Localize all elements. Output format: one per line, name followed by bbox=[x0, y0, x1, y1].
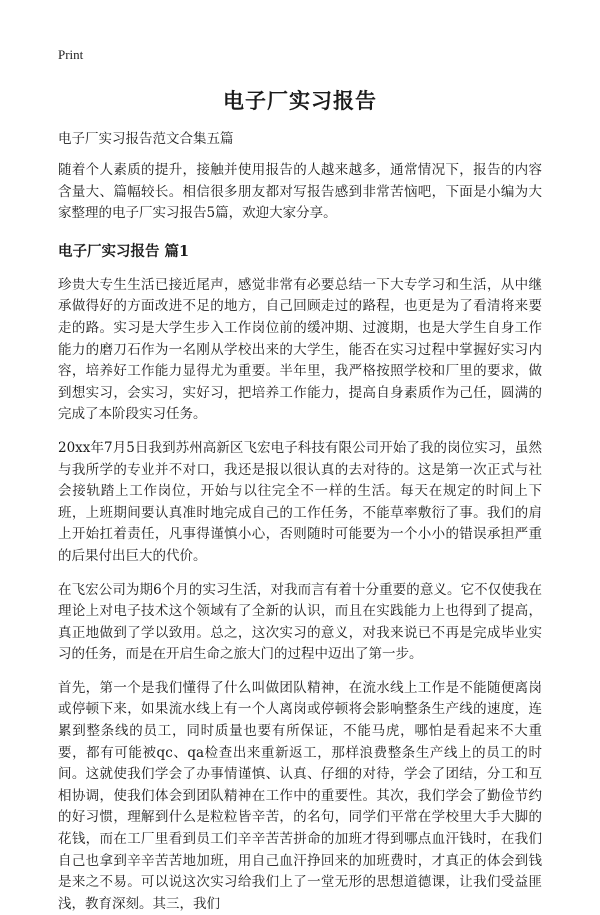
body-paragraph-2: 20xx年7月5日我到苏州高新区飞宏电子科技有限公司开始了我的岗位实习，虽然与我所学的专业并不对口，我还是报以很认真的去对待的。这是第一次正式与社会接轨踏上工作岗位，开始与以往完全不一样的生活。每天在规定的时间上下班，上班期间要认真准时地完成自己的工作任务，不能草率敷衍了事。我们的肩上开始扛着责任，凡事得谨慎小心，否则随时可能要为一个小小的错误承担严重的后果付出巨大的代价。 bbox=[58, 439, 542, 564]
section-heading: 电子厂实习报告 篇1 bbox=[58, 242, 190, 260]
body-paragraph-4: 首先，第一个是我们懂得了什么叫做团队精神，在流水线上工作是不能随便离岗或停顿下来，如果流水线上有一个人离岗或停顿将会影响整条生产线的速度，连累到整条线的员工，同时质量也要有所保证，不能马虎，哪怕是看起来不大重要，都有可能被qc、qa检查出来重新返工，那样浪费整条生产线上的员工的时间。这就使我们学会了办事情谨慎、认真、仔细的对待，学会了团结，分工和互相协调，使我们体会到团队精神在工作中的重要性。其次，我们学会了勤俭节约的好习惯，理解到什么是粒粒皆辛苦，的名句，同学们平常在学校里大手大脚的花钱，而在工厂里看到员工们辛辛苦苦拼命的加班才得到哪点血汗钱时，在我们自己也拿到辛辛苦苦地加班，用自己血汗挣回来的加班费时，才真正的体会到钱是来之不易。可以说这次实习给我们上了一堂无形的思想道德课，让我们受益匪浅，教育深刻。其三，我们 bbox=[58, 679, 542, 912]
body-paragraph-3: 在飞宏公司为期6个月的实习生活，对我而言有着十分重要的意义。它不仅使我在理论上对电子技术这个领域有了全新的认识，而且在实践能力上也得到了提高，真正地做到了学以致用。总之，这次实习的意义，对我来说已不再是完成毕业实习的任务，而是在开启生命之旅大门的过程中迈出了第一步。 bbox=[58, 581, 542, 663]
print-link[interactable]: Print bbox=[58, 47, 84, 62]
body-paragraph-1: 珍贵大专生生活已接近尾声，感觉非常有必要总结一下大专学习和生活，从中继承做得好的方面改进不足的地方，自己回顾走过的路程，也更是为了看清将来要走的路。实习是大学生步入工作岗位前的缓冲期、过渡期，也是大学生自身工作能力的磨刀石作为一名刚从学校出来的大学生，能否在实习过程中掌握好实习内容，培养好工作能力显得尤为重要。半年里，我严格按照学校和厂里的要求，做到想实习，会实习，实好习，把培养工作能力，提高自身素质作为己任，圆满的完成了本阶段实习任务。 bbox=[58, 276, 542, 423]
intro-paragraph: 随着个人素质的提升，接触并使用报告的人越来越多，通常情况下，报告的内容含量大、篇幅较长。相信很多朋友都对写报告感到非常苦恼吧，下面是小编为大家整理的电子厂实习报告5篇，欢迎大家分享。 bbox=[58, 162, 542, 222]
document-title: 电子厂实习报告 bbox=[223, 88, 377, 113]
document-subtitle: 电子厂实习报告范文合集五篇 bbox=[58, 131, 234, 147]
